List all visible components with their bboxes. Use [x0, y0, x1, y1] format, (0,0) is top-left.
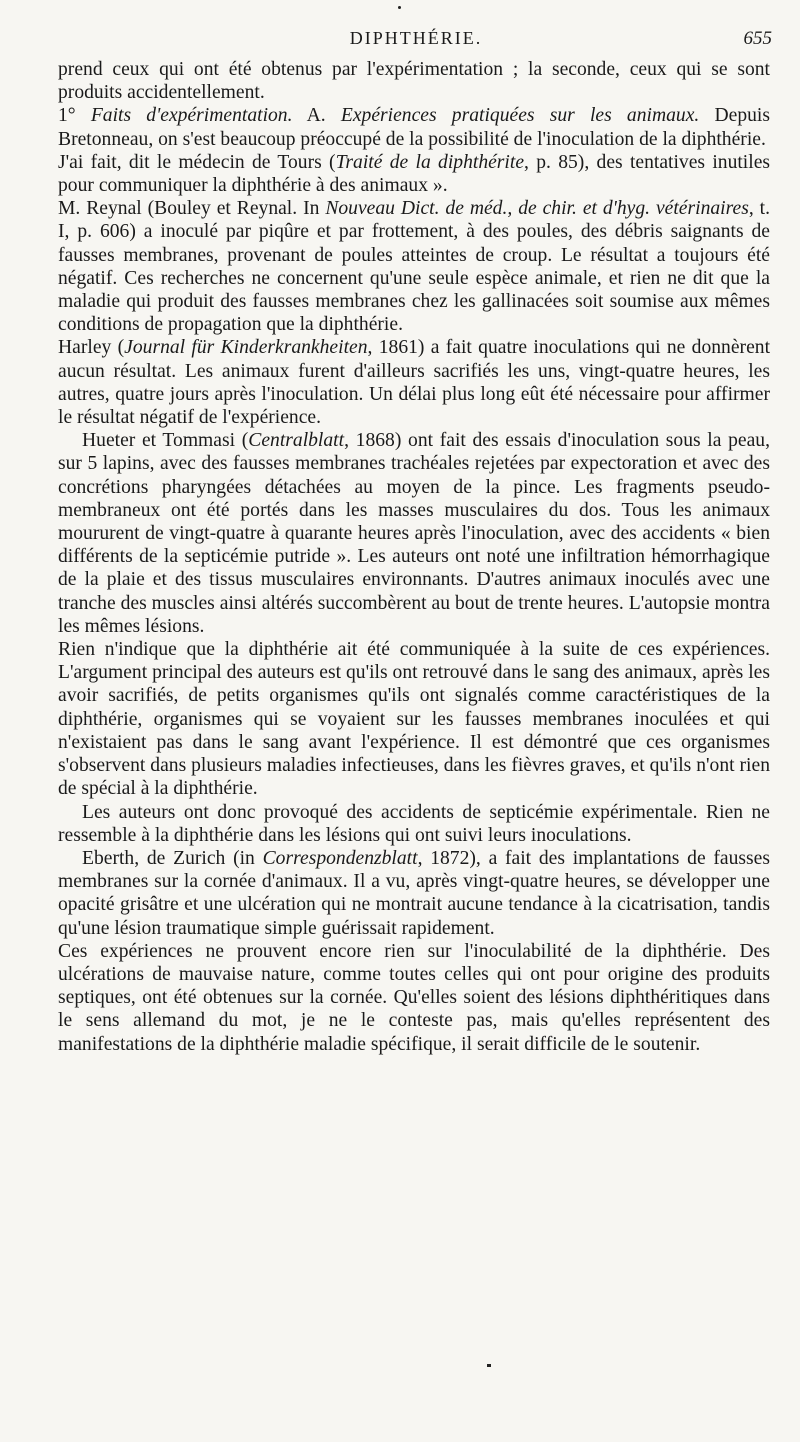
- text-run: Rien n'indique que la diphthérie ait été communiquée à la suite de ces expériences. L'argument principal des auteurs est qu'ils ont retrouvé dans le sang des animaux, après les avoir sacrifiés, de petits organismes qu'ils ont signalés comme caractéristiques de la diphthérie, organismes qui se voyaient sur les fausses membranes inoculées et qui n'existaient pas dans le sang avant l'expérience. Il est démontré que ces organismes s'observent dans plusieurs maladies infectieuses, dans les fièvres graves, et qu'ils n'ont rien de spécial à la diphthérie.: [58, 639, 770, 800]
- text-run: , 1872), a fait des implantations de fausses membranes sur la cornée d'animaux. Il a vu, après vingt-quatre heures, se développer une opacité grisâtre et une ulcération qui ne montrait aucune tendance à la cicatrisation, tandis qu'une lésion traumatique simple guérissait rapidement.: [58, 847, 770, 939]
- italic-text-run: Correspondenzblatt: [262, 847, 418, 869]
- page-number: 655: [743, 28, 772, 49]
- text-run: J'ai fait, dit le médecin de Tours (: [58, 151, 336, 173]
- paragraph: [58, 197, 770, 336]
- text-run: M. Reynal (Bouley et Reynal. In: [58, 198, 326, 220]
- paragraph: [58, 429, 770, 638]
- text-run: Ces expériences ne prouvent encore rien sur l'inoculabilité de la diphthérie. Des ulcérations de mauvaise nature, comme toutes celles qui ont pour origine des produits septiques, ont été obtenues sur la cornée. Qu'elles soient des lésions diphthéritiques dans le sens allemand du mot, je ne le conteste pas, mais qu'elles représentent des manifestations de la diphthérie maladie spécifique, il serait difficile de le soutenir.: [58, 940, 770, 1055]
- paragraph: [58, 638, 770, 800]
- print-speck: [487, 1364, 491, 1367]
- italic-text-run: Nouveau Dict. de méd., de chir. et d'hyg. vétérinaires: [325, 198, 749, 220]
- paragraph: [58, 58, 770, 104]
- text-run: , p. 85), des tentatives inutiles pour communiquer la diphthérie à des animaux ».: [58, 151, 771, 197]
- body-text: [58, 58, 770, 1056]
- text-run: Depuis Bretonneau, on s'est beaucoup préoccupé de la possibilité de l'inoculation de la diphthérie.: [58, 105, 770, 150]
- italic-text-run: Expériences pratiquées sur les animaux.: [340, 105, 700, 127]
- text-run: , 1861) a fait quatre inoculations qui ne donnèrent aucun résultat. Les animaux furent d'ailleurs sacrifiés les uns, vingt-quatre heures, les autres, quatre jours après l'inoculation. Un délai plus long eût été nécessaire pour affirmer le résultat négatif de l'expérience.: [58, 337, 771, 429]
- text-run: A.: [292, 105, 341, 127]
- text-run: , t. I, p. 606) a inoculé par piqûre et par frottement, à des poules, des débris saignants de fausses membranes, provenant de poules atteintes de croup. Le résultat a toujours été négatif. Ces recherches ne concernent qu'une seule espèce animale, et rien ne dit que la maladie qui produit des fausses membranes chez les gallinacées soit soumise aux mêmes conditions de propagation que la diphthérie.: [58, 198, 770, 336]
- text-run: Harley (: [58, 337, 125, 359]
- paragraph: [58, 336, 770, 429]
- paragraph: [58, 847, 770, 940]
- text-run: prend ceux qui ont été obtenus par l'expérimentation ; la seconde, ceux qui se sont produits accidentellement.: [58, 59, 770, 104]
- running-title: DIPHTHÉRIE.: [349, 28, 483, 48]
- paragraph: [58, 940, 770, 1056]
- paragraph: [58, 104, 770, 150]
- italic-text-run: Journal für Kinderkrankheiten: [124, 337, 368, 359]
- paragraph: [58, 801, 770, 847]
- text-run: Eberth, de Zurich (in: [82, 847, 263, 869]
- paragraph: [58, 151, 770, 197]
- italic-text-run: Traité de la diphthérite: [335, 151, 525, 173]
- text-run: Les auteurs ont donc provoqué des accidents de septicémie expérimentale. Rien ne ressemble à la diphthérie dans les lésions qui ont suivi leurs inoculations.: [58, 801, 770, 846]
- italic-text-run: Faits d'expérimentation.: [90, 105, 293, 127]
- page-header: [60, 28, 772, 52]
- print-speck: [398, 6, 401, 9]
- italic-text-run: Centralblatt: [248, 430, 345, 452]
- text-run: , 1868) ont fait des essais d'inoculation sous la peau, sur 5 lapins, avec des fausses membranes trachéales rejetées par expectoration et avec des concrétions pharyngées détachées au moyen de la pince. Les fragments pseudo-membraneux ont été portés dans les masses musculaires du dos. Tous les animaux moururent de vingt-quatre à quarante heures après l'inoculation, avec des accidents « bien différents de la septicémie putride ». Les auteurs ont noté une infiltration hémorrhagique de la plaie et des tissus musculaires environnants. D'autres animaux inoculés avec une tranche des muscles ainsi altérés succombèrent au bout de trente heures. L'autopsie montra les mêmes lésions.: [58, 430, 770, 637]
- text-run: Hueter et Tommasi (: [82, 430, 249, 452]
- text-run: 1°: [58, 105, 91, 127]
